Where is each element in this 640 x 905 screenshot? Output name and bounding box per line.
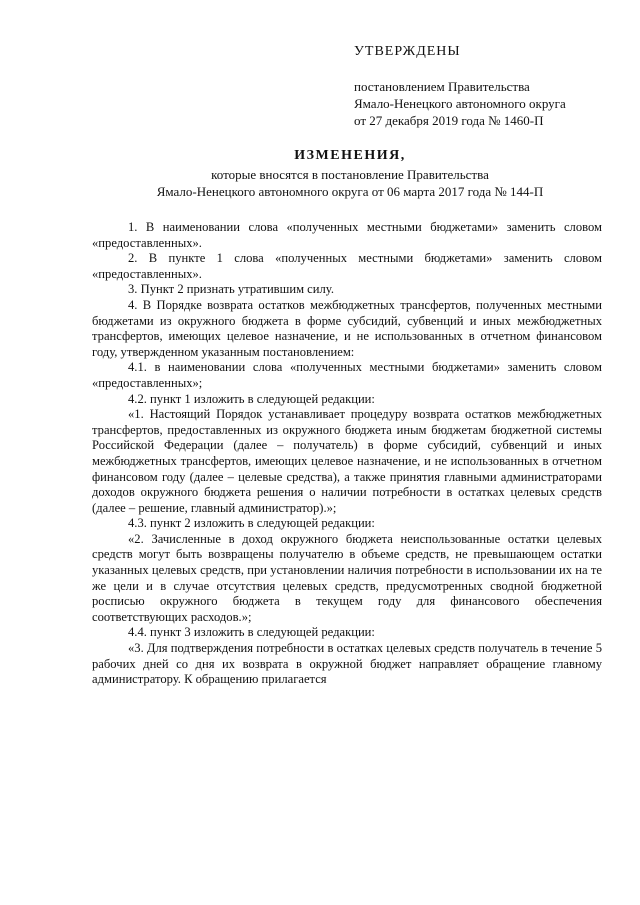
document-heading (90, 148, 610, 200)
heading-line: которые вносятся в постановление Правительства (211, 167, 489, 182)
heading-title: ИЗМЕНЕНИЯ, (294, 148, 406, 163)
paragraph: 1. В наименовании слова «полученных местными бюджетами» заменить словом «предоставленных». (92, 220, 602, 250)
paragraph: 4.1. в наименовании слова «полученных местными бюджетами» заменить словом «предоставленных»; (92, 360, 602, 390)
paragraph: 3. Пункт 2 признать утратившим силу. (128, 282, 334, 297)
paragraph: 4. В Порядке возврата остатков межбюджетных трансфертов, полученных местными бюджетами из окружного бюджета в форме субсидий, субвенций и иных межбюджетных трансфертов, имеющих целевое назначение, и не использованных в отчетном финансовом году, утвержденном указанным постановлением: (92, 297, 602, 359)
paragraph: 4.4. пункт 3 изложить в следующей редакции: (128, 625, 375, 640)
paragraph: 4.2. пункт 1 изложить в следующей редакции: (128, 391, 375, 406)
paragraph: «1. Настоящий Порядок устанавливает процедуру возврата остатков межбюджетных трансфертов, предоставленных из окружного бюджета иным бюджетам бюджетной системы Российской Федерации (далее – получатель) в форме субсидий, субвенций и иных межбюджетных трансфертов, имеющих целевое назначение, и не использованных в отчетном финансовом году (далее – целевые средства), а также принятия главными администраторами доходов окружного бюджета решения о наличии потребности в остатках целевых средств (далее – решение, главный администратор).»; (92, 407, 602, 515)
heading-line: Ямало-Ненецкого автономного округа от 06 марта 2017 года № 144-П (156, 184, 544, 199)
paragraph: 2. В пункте 1 слова «полученных местными бюджетами» заменить словом «предоставленных». (92, 251, 602, 281)
paragraph: «3. Для подтверждения потребности в остатках целевых средств получатель в течение 5 рабочих дней со дня их возврата в окружной бюджет направляет обращение главному администратору. К обращению прилагается (92, 641, 602, 687)
paragraph: «2. Зачисленные в доход окружного бюджета неиспользованные остатки целевых средств могут быть возвращены получателю в объеме средств, не превышающем остатки указанных целевых средств, при установлении наличия потребности в использовании их на те же цели и в случае отсутствия целевых средств, предусмотренных сводной бюджетной росписью окружного бюджета в текущем году для финансового обеспечения соответствующих расходов.»; (92, 531, 602, 624)
paragraph: 4.3. пункт 2 изложить в следующей редакции: (128, 516, 375, 531)
approval-line: постановлением Правительства (354, 79, 530, 94)
approval-line: от 27 декабря 2019 года № 1460-П (354, 113, 544, 128)
approval-title: УТВЕРЖДЕНЫ (354, 44, 461, 59)
document-body (92, 220, 602, 688)
approval-block (354, 44, 624, 129)
approval-line: Ямало-Ненецкого автономного округа (354, 96, 566, 111)
